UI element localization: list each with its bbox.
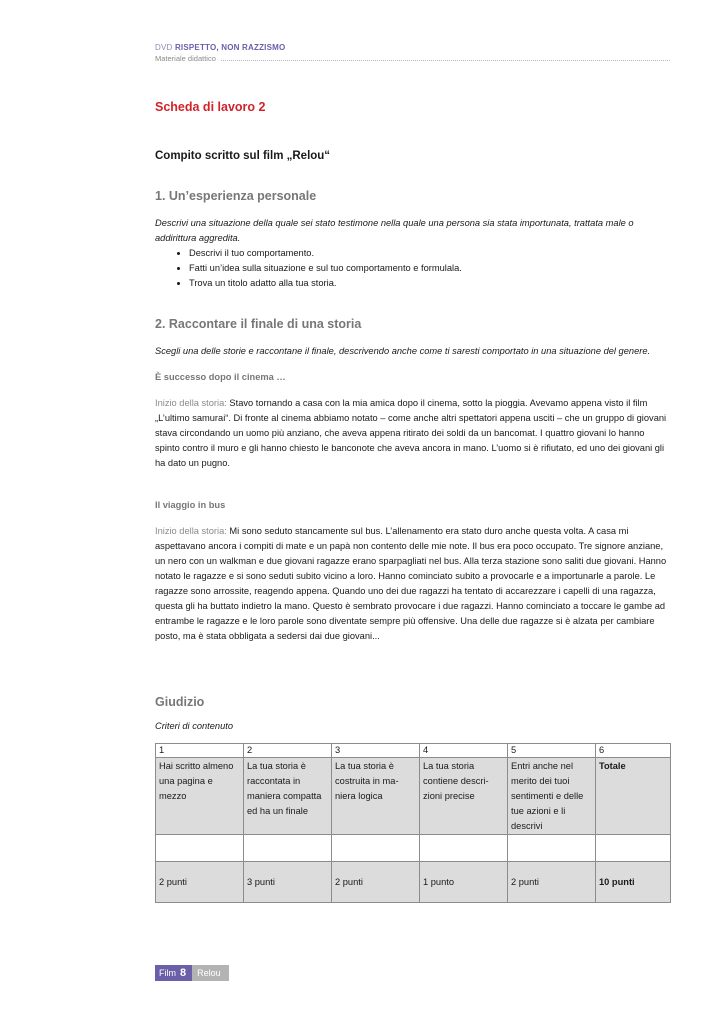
- points-cell: 2 punti: [156, 862, 244, 903]
- criterion-cell: La tua storia contiene descrizioni precise: [420, 758, 508, 835]
- task-title: Compito scritto sul film „Relou“: [155, 150, 331, 162]
- page-footer: [155, 965, 229, 981]
- story2-heading: Il viaggio in bus: [155, 500, 226, 510]
- header-prefix: DVD: [155, 43, 173, 52]
- footer-film-title: Relou: [192, 965, 229, 981]
- story1-heading: È successo dopo il cinema …: [155, 372, 286, 382]
- score-cell[interactable]: [420, 835, 508, 862]
- score-cell[interactable]: [508, 835, 596, 862]
- page-content: [155, 100, 670, 903]
- criterion-cell: La tua storia è raccontata in maniera compatta ed ha un finale: [244, 758, 332, 835]
- points-cell: 2 punti: [332, 862, 420, 903]
- criterion-cell: La tua storia è costruita in maniera logica: [332, 758, 420, 835]
- page-header: [155, 43, 670, 63]
- section3-title: Giudizio: [155, 695, 205, 709]
- story1-text: [155, 396, 670, 471]
- column-number: 3: [332, 744, 420, 758]
- total-label-cell: Totale: [596, 758, 671, 835]
- section1-bullets: [155, 246, 670, 291]
- footer-film-label: Film: [159, 968, 176, 978]
- column-number: 1: [156, 744, 244, 758]
- points-row: [156, 862, 671, 903]
- story2-text: [155, 524, 670, 644]
- total-points-cell: 10 punti: [596, 862, 671, 903]
- table-header-row: [156, 744, 671, 758]
- bullet-item: • Fatti un’idea sulla situazione e sul tuo comportamento e formulala.: [189, 261, 670, 276]
- story1-label: Inizio della storia:: [155, 398, 227, 408]
- points-cell: 3 punti: [244, 862, 332, 903]
- points-cell: 2 punti: [508, 862, 596, 903]
- story2-body: Mi sono seduto stancamente sul bus. L’allenamento era stato duro anche questa volta. A casa mi aspettavano ancora i compiti di mate e un papà non contento delle mie note. Il bus era poco occupato. Tre signore anziane, un nero con un walkman e due giovani ragazze erano sparpagliati nel bus. Alla terza stazione sono saliti due giovani. Hanno notato le ragazze e si sono seduti subito vicino a loro. Hanno cominciato subito a provocarle e a importunarle a parole. Le ragazze sono arrossite, reagendo appena. Quando uno dei due ragazzi ha tentato di accarezzare i capelli di una ragazza, questa gli ha buttato indietro la mano. Questo è sembrato provocare i due ragazzi. Hanno cominciato a toccare le gambe ad entrambe le ragazze e le loro parole sono diventate sempre più offensive. Una delle due ragazze si è alzata per cambiare posto, ma è stata obbligata a sedersi dai due giovani...: [155, 526, 667, 641]
- section2-title: 2. Raccontare il finale di una storia: [155, 317, 362, 331]
- header-dotted-rule: [221, 60, 670, 61]
- header-title: [155, 43, 670, 52]
- header-subtitle: Materiale didattico: [155, 54, 216, 63]
- criterion-cell: Hai scritto almeno una pagina e mezzo: [156, 758, 244, 835]
- bullet-item: • Trova un titolo adatto alla tua storia.: [189, 276, 670, 291]
- section1-intro: Descrivi una situazione della quale sei stato testimone nella quale una persona sia stata importunata, trattata male o addirittura aggredita.: [155, 218, 634, 243]
- story1-body: Stavo tornando a casa con la mia amica dopo il cinema, sotto la pioggia. Avevamo appena visto il film „L’ultimo samurai“. Di fronte al cinema abbiamo notato – come anche altri spettatori appena usciti – che un gruppo di giovani stava circondando un uomo più anziano, che aveva appena ritirato dei soldi da un bancomat. I quattro giovani lo hanno spinto contro il muro e gli hanno chiesto le banconote che aveva ancora in mano. L’uomo si è rifiutato, ed uno dei giovani gli ha dato un pugno.: [155, 398, 667, 468]
- score-cell[interactable]: [244, 835, 332, 862]
- score-entry-row: [156, 835, 671, 862]
- evaluation-table: [155, 743, 671, 903]
- column-number: 4: [420, 744, 508, 758]
- criterion-cell: Entri anche nel merito dei tuoi sentimenti e delle tue azioni e li descrivi: [508, 758, 596, 835]
- sheet-title: Scheda di lavoro 2: [155, 100, 266, 114]
- section2-intro: Scegli una delle storie e raccontane il finale, descrivendo anche come ti saresti comportato in una situazione del genere.: [155, 346, 651, 356]
- points-cell: 1 punto: [420, 862, 508, 903]
- footer-film-number: 8: [180, 967, 187, 979]
- header-title-strong: RISPETTO, NON RAZZISMO: [174, 43, 286, 52]
- section1-title: 1. Un’esperienza personale: [155, 189, 317, 203]
- criteria-title: Criteri di contenuto: [155, 721, 234, 731]
- column-number: 5: [508, 744, 596, 758]
- column-number: 6: [596, 744, 671, 758]
- column-number: 2: [244, 744, 332, 758]
- story2-label: Inizio della storia:: [155, 526, 227, 536]
- score-cell[interactable]: [332, 835, 420, 862]
- bullet-item: • Descrivi il tuo comportamento.: [189, 246, 670, 261]
- score-cell[interactable]: [596, 835, 671, 862]
- footer-film-tag: [155, 965, 192, 981]
- score-cell[interactable]: [156, 835, 244, 862]
- criteria-row: [156, 758, 671, 835]
